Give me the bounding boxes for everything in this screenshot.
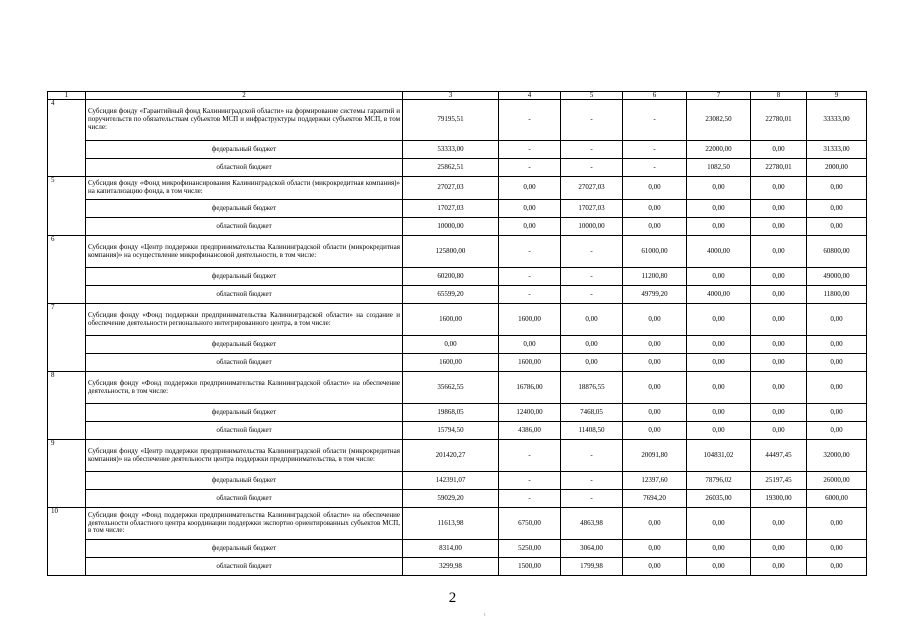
value-cell: 22780,01	[751, 159, 807, 177]
value-cell: 60200,80	[403, 268, 499, 286]
table-row	[48, 440, 867, 472]
value-cell: 35662,55	[403, 372, 499, 404]
value-cell: 19868,05	[403, 404, 499, 422]
value-cell: 0,00	[751, 422, 807, 440]
value-cell: 0,00	[807, 404, 867, 422]
value-cell: 4863,98	[561, 508, 623, 540]
value-cell: 0,00	[623, 558, 687, 576]
value-cell: 27027,03	[561, 177, 623, 200]
value-cell: 0,00	[623, 304, 687, 336]
value-cell: -	[561, 236, 623, 268]
value-cell: 0,00	[751, 141, 807, 159]
value-cell: 20091,80	[623, 440, 687, 472]
value-cell: 0,00	[623, 422, 687, 440]
budget-label: федеральный бюджет	[86, 472, 403, 490]
value-cell: 49799,20	[623, 286, 687, 304]
value-cell: 19300,00	[751, 490, 807, 508]
budget-label: областной бюджет	[86, 218, 403, 236]
value-cell: 0,00	[403, 336, 499, 354]
column-header: 7	[687, 92, 751, 100]
value-cell: 1500,00	[499, 558, 561, 576]
value-cell: 5250,00	[499, 540, 561, 558]
value-cell: 31333,00	[807, 141, 867, 159]
value-cell: 0,00	[687, 268, 751, 286]
value-cell: 0,00	[687, 354, 751, 372]
row-number: 9	[48, 440, 86, 508]
value-cell: -	[561, 490, 623, 508]
value-cell: 22000,00	[687, 141, 751, 159]
value-cell: 0,00	[499, 336, 561, 354]
value-cell: 11800,00	[807, 286, 867, 304]
column-header: 9	[807, 92, 867, 100]
value-cell: 4000,00	[687, 236, 751, 268]
value-cell: 60800,00	[807, 236, 867, 268]
sub-row	[48, 336, 867, 354]
value-cell: 0,00	[687, 177, 751, 200]
sub-row	[48, 490, 867, 508]
page-number: 2	[448, 590, 457, 606]
scan-mark: ι	[484, 612, 486, 618]
sub-row	[48, 472, 867, 490]
value-cell: 0,00	[623, 218, 687, 236]
value-cell: 0,00	[687, 540, 751, 558]
value-cell: -	[499, 141, 561, 159]
value-cell: 17027,03	[403, 200, 499, 218]
value-cell: -	[561, 440, 623, 472]
value-cell: 79195,51	[403, 100, 499, 141]
value-cell: 23082,50	[687, 100, 751, 141]
value-cell: -	[561, 100, 623, 141]
sub-row	[48, 558, 867, 576]
row-number: 8	[48, 372, 86, 440]
value-cell: 0,00	[499, 177, 561, 200]
row-number: 4	[48, 100, 86, 177]
budget-label: областной бюджет	[86, 354, 403, 372]
value-cell: 2000,00	[807, 159, 867, 177]
value-cell: 22780,01	[751, 100, 807, 141]
row-description: Субсидия фонду «Гарантийный фонд Калининградской области» на формирование системы гарантий и поручительств по обязательствам субъектов МСП и инфраструктуры поддержки субъектов МСП, в том числе:	[86, 100, 403, 141]
value-cell: 0,00	[751, 540, 807, 558]
value-cell: 1600,00	[403, 354, 499, 372]
value-cell: -	[561, 268, 623, 286]
sub-row	[48, 200, 867, 218]
value-cell: -	[623, 100, 687, 141]
value-cell: 0,00	[751, 558, 807, 576]
value-cell: 0,00	[623, 404, 687, 422]
value-cell: -	[499, 472, 561, 490]
value-cell: 0,00	[751, 354, 807, 372]
budget-label: областной бюджет	[86, 422, 403, 440]
value-cell: 0,00	[807, 304, 867, 336]
budget-label: областной бюджет	[86, 558, 403, 576]
row-number: 6	[48, 236, 86, 304]
value-cell: 0,00	[807, 200, 867, 218]
value-cell: 0,00	[499, 200, 561, 218]
budget-label: областной бюджет	[86, 490, 403, 508]
value-cell: 26000,00	[807, 472, 867, 490]
table-body	[48, 92, 867, 576]
column-header: 3	[403, 92, 499, 100]
sub-row	[48, 141, 867, 159]
value-cell: 12400,00	[499, 404, 561, 422]
value-cell: 0,00	[807, 336, 867, 354]
value-cell: 7468,05	[561, 404, 623, 422]
value-cell: 0,00	[751, 236, 807, 268]
sub-row	[48, 268, 867, 286]
column-header: 8	[751, 92, 807, 100]
value-cell: 0,00	[561, 354, 623, 372]
value-cell: -	[499, 159, 561, 177]
value-cell: 0,00	[623, 540, 687, 558]
row-number: 7	[48, 304, 86, 372]
value-cell: 0,00	[807, 354, 867, 372]
value-cell: 0,00	[687, 372, 751, 404]
value-cell: -	[499, 286, 561, 304]
value-cell: 0,00	[623, 354, 687, 372]
budget-label: федеральный бюджет	[86, 141, 403, 159]
value-cell: 142391,07	[403, 472, 499, 490]
header-row	[48, 92, 867, 100]
value-cell: 0,00	[687, 218, 751, 236]
value-cell: -	[623, 159, 687, 177]
value-cell: 8314,00	[403, 540, 499, 558]
value-cell: -	[499, 440, 561, 472]
value-cell: 0,00	[623, 336, 687, 354]
value-cell: 0,00	[807, 540, 867, 558]
value-cell: 6750,00	[499, 508, 561, 540]
value-cell: 11200,80	[623, 268, 687, 286]
row-number: 5	[48, 177, 86, 236]
value-cell: 44497,45	[751, 440, 807, 472]
value-cell: 7694,20	[623, 490, 687, 508]
value-cell: 0,00	[687, 336, 751, 354]
value-cell: 0,00	[687, 508, 751, 540]
value-cell: 26035,00	[687, 490, 751, 508]
budget-label: областной бюджет	[86, 286, 403, 304]
budget-label: федеральный бюджет	[86, 336, 403, 354]
value-cell: 125800,00	[403, 236, 499, 268]
column-header: 4	[499, 92, 561, 100]
value-cell: 0,00	[807, 508, 867, 540]
value-cell: 33333,00	[807, 100, 867, 141]
row-number: 10	[48, 508, 86, 576]
value-cell: -	[561, 286, 623, 304]
value-cell: 0,00	[807, 558, 867, 576]
value-cell: 61000,00	[623, 236, 687, 268]
value-cell: 0,00	[751, 200, 807, 218]
value-cell: 11613,98	[403, 508, 499, 540]
column-header: 6	[623, 92, 687, 100]
value-cell: -	[561, 141, 623, 159]
column-header: 1	[48, 92, 86, 100]
value-cell: -	[499, 236, 561, 268]
value-cell: -	[561, 159, 623, 177]
value-cell: -	[561, 472, 623, 490]
sub-row	[48, 540, 867, 558]
sub-row	[48, 218, 867, 236]
value-cell: 49000,00	[807, 268, 867, 286]
value-cell: 78796,02	[687, 472, 751, 490]
column-header: 5	[561, 92, 623, 100]
value-cell: 1600,00	[403, 304, 499, 336]
value-cell: 0,00	[499, 218, 561, 236]
row-description: Субсидия фонду «Фонд микрофинансирования Калининградской области (микрокредитная компания)» на капитализацию фонда, в том числе:	[86, 177, 403, 200]
budget-label: федеральный бюджет	[86, 268, 403, 286]
table-row	[48, 508, 867, 540]
value-cell: 0,00	[807, 177, 867, 200]
value-cell: 65599,20	[403, 286, 499, 304]
value-cell: 0,00	[807, 422, 867, 440]
value-cell: 0,00	[751, 304, 807, 336]
value-cell: 1600,00	[499, 354, 561, 372]
value-cell: 0,00	[623, 508, 687, 540]
value-cell: 15794,50	[403, 422, 499, 440]
value-cell: 0,00	[623, 200, 687, 218]
value-cell: 0,00	[561, 336, 623, 354]
value-cell: 17027,03	[561, 200, 623, 218]
value-cell: 0,00	[687, 558, 751, 576]
value-cell: 59029,20	[403, 490, 499, 508]
value-cell: 25197,45	[751, 472, 807, 490]
value-cell: 0,00	[751, 177, 807, 200]
row-description: Субсидия фонду «Центр поддержки предпринимательства Калининградской области (микрокредитная компания)» на осуществление микрофинансовой деятельности, в том числе:	[86, 236, 403, 268]
value-cell: 4000,00	[687, 286, 751, 304]
value-cell: 0,00	[751, 508, 807, 540]
value-cell: 201420,27	[403, 440, 499, 472]
table-row	[48, 304, 867, 336]
value-cell: -	[499, 100, 561, 141]
budget-label: областной бюджет	[86, 159, 403, 177]
value-cell: 6000,00	[807, 490, 867, 508]
table-row	[48, 372, 867, 404]
value-cell: -	[499, 490, 561, 508]
table-row	[48, 177, 867, 200]
value-cell: 32000,00	[807, 440, 867, 472]
value-cell: 0,00	[687, 404, 751, 422]
value-cell: 4386,00	[499, 422, 561, 440]
row-description: Субсидия фонду «Центр поддержки предпринимательства Калининградской области (микрокредитная компания)» на обеспечение деятельности центра поддержки предпринимательства, в том числе:	[86, 440, 403, 472]
value-cell: 16786,00	[499, 372, 561, 404]
sub-row	[48, 422, 867, 440]
budget-label: федеральный бюджет	[86, 404, 403, 422]
table-row	[48, 100, 867, 141]
value-cell: 10000,00	[403, 218, 499, 236]
value-cell: 0,00	[751, 268, 807, 286]
value-cell: 3064,00	[561, 540, 623, 558]
sub-row	[48, 159, 867, 177]
value-cell: -	[499, 268, 561, 286]
value-cell: 0,00	[687, 304, 751, 336]
value-cell: 0,00	[751, 372, 807, 404]
value-cell: 25862,51	[403, 159, 499, 177]
value-cell: 0,00	[807, 372, 867, 404]
row-description: Субсидия фонду «Фонд поддержки предпринимательства Калининградской области» на создание и обеспечение деятельности регионального интегрированного центра, в том числе:	[86, 304, 403, 336]
value-cell: 0,00	[623, 372, 687, 404]
value-cell: 10000,00	[561, 218, 623, 236]
value-cell: 1799,98	[561, 558, 623, 576]
value-cell: 53333,00	[403, 141, 499, 159]
budget-label: федеральный бюджет	[86, 200, 403, 218]
value-cell: 1082,50	[687, 159, 751, 177]
value-cell: 0,00	[807, 218, 867, 236]
value-cell: 0,00	[751, 218, 807, 236]
sub-row	[48, 404, 867, 422]
value-cell: 0,00	[751, 336, 807, 354]
value-cell: 12397,60	[623, 472, 687, 490]
column-header: 2	[86, 92, 403, 100]
table-row	[48, 236, 867, 268]
value-cell: 0,00	[751, 286, 807, 304]
value-cell: 0,00	[623, 177, 687, 200]
row-description: Субсидия фонду «Фонд поддержки предпринимательства Калининградской области» на обеспечение деятельности областного центра координации поддержки экспортно ориентированных субъектов МСП, в том числе:	[86, 508, 403, 540]
value-cell: 0,00	[751, 404, 807, 422]
budget-label: федеральный бюджет	[86, 540, 403, 558]
value-cell: 0,00	[687, 200, 751, 218]
value-cell: 104831,02	[687, 440, 751, 472]
sub-row	[48, 286, 867, 304]
value-cell: 0,00	[687, 422, 751, 440]
value-cell: -	[623, 141, 687, 159]
row-description: Субсидия фонду «Фонд поддержки предпринимательства Калининградской области» на обеспечение деятельности, в том числе:	[86, 372, 403, 404]
value-cell: 27027,03	[403, 177, 499, 200]
sub-row	[48, 354, 867, 372]
value-cell: 11408,50	[561, 422, 623, 440]
value-cell: 1600,00	[499, 304, 561, 336]
value-cell: 18876,55	[561, 372, 623, 404]
value-cell: 0,00	[561, 304, 623, 336]
value-cell: 3299,98	[403, 558, 499, 576]
budget-table	[47, 91, 867, 576]
